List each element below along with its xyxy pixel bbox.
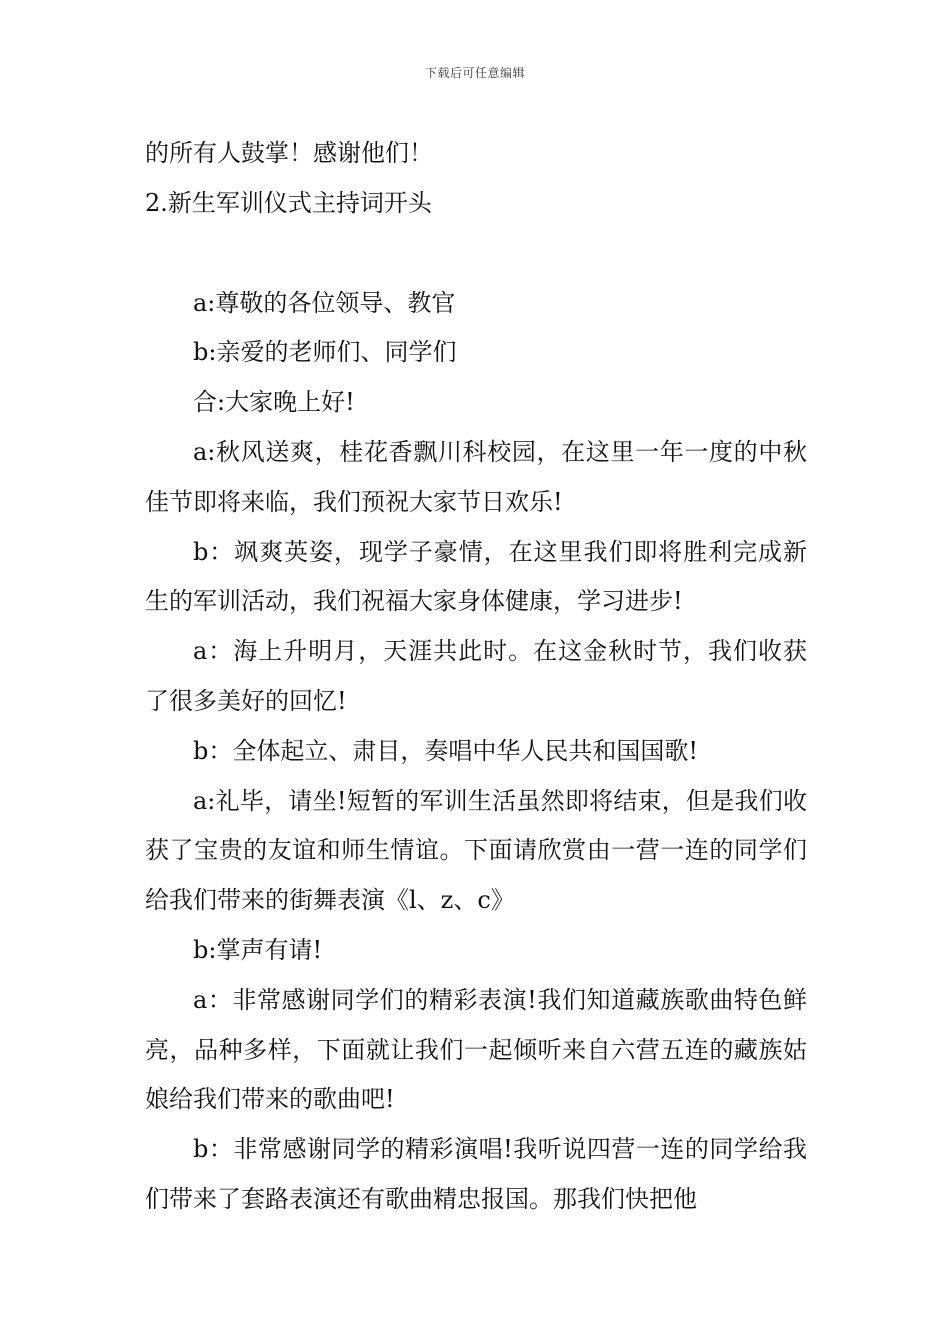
section-heading: 2.新生军训仪式主持词开头 [145,188,432,217]
dialogue-line: b：非常感谢同学的精彩演唱!我听说四营一连的同学给我们带来了套路表演还有歌曲精忠报国。那我们快把他 [145,1135,807,1213]
blank-line [145,229,807,279]
dialogue-line: b:亲爱的老师们、同学们 [193,338,457,367]
dialogue-line: a：海上升明月，天涯共此时。在这金秋时节，我们收获了很多美好的回忆! [145,637,807,715]
dialogue-line: a：非常感谢同学们的精彩表演!我们知道藏族歌曲特色鲜亮，品种多样，下面就让我们一起倾听来自六营五连的藏族姑娘给我们带来的歌曲吧! [145,985,807,1114]
dialogue-line: b:掌声有请! [193,935,323,964]
paragraph-continuation: 的所有人鼓掌！感谢他们！ [145,139,433,167]
dialogue-line: b：全体起立、肃目，奏唱中华人民共和国国歌! [193,736,699,765]
dialogue-line: a:礼毕，请坐!短暂的军训生活虽然即将结束，但是我们收获了宝贵的友谊和师生情谊。下面请欣赏由一营一连的同学们给我们带来的街舞表演《l、z、c》 [145,786,807,915]
dialogue-line: 合:大家晚上好! [193,388,355,417]
document-body [145,129,807,1225]
page-header-note: 下载后可任意编辑 [424,66,525,80]
dialogue-line: a:尊敬的各位领导、教官 [193,288,456,317]
dialogue-line: b：飒爽英姿，现学子豪情，在这里我们即将胜利完成新生的军训活动，我们祝福大家身体健康，学习进步! [145,537,807,616]
dialogue-line: a:秋风送爽，桂花香飘川科校园，在这里一年一度的中秋佳节即将来临，我们预祝大家节日欢乐! [145,437,807,516]
